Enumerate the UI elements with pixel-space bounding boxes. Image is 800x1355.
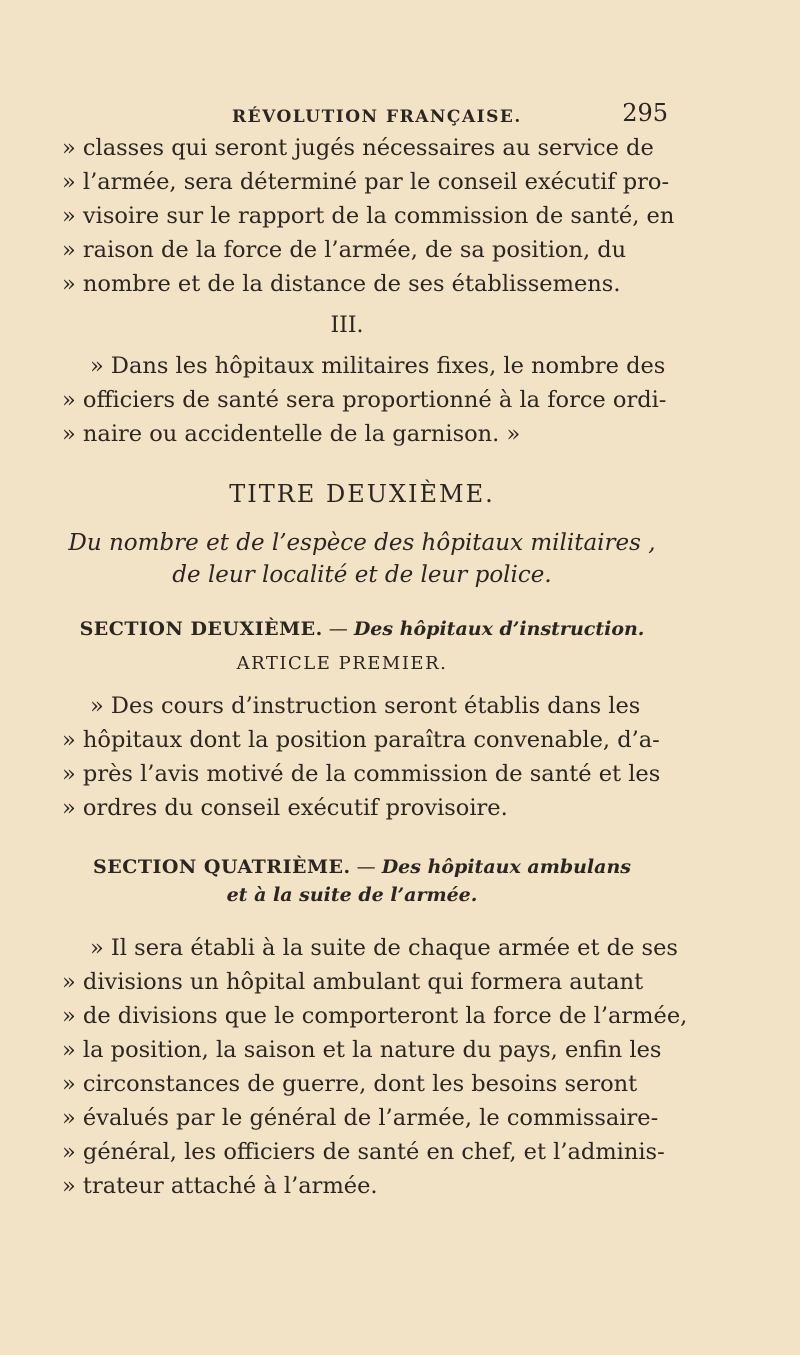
text-line: » ordres du conseil exécutif provisoire. <box>62 795 508 821</box>
paragraph-ambulans <box>62 931 688 1203</box>
text-line: » l’armée, sera déterminé par le conseil exécutif pro- <box>62 169 670 195</box>
section-quatre-heading <box>62 853 662 881</box>
book-page <box>62 95 688 1203</box>
section-quatre-description: Des hôpitaux ambulans <box>381 856 631 878</box>
subtitle-line: de leur localité et de leur police. <box>172 562 552 588</box>
section-quatre-label: SECTION QUATRIÈME. <box>93 856 351 878</box>
text-line: » Il sera établi à la suite de chaque armée et de ses <box>90 935 678 961</box>
text-line: » près l’avis motivé de la commission de santé et les <box>62 761 661 787</box>
section-deux-dash: — <box>322 618 354 640</box>
paragraph-hopitaux-fixes <box>62 349 667 451</box>
text-line: » officiers de santé sera proportionné à la force ordi- <box>62 387 667 413</box>
text-line: » naire ou accidentelle de la garnison. » <box>62 421 521 447</box>
paragraph-instruction <box>62 689 662 825</box>
text-line: » circonstances de guerre, dont les besoins seront <box>62 1071 638 1097</box>
titre-subtitle <box>62 527 662 591</box>
text-line: » classes qui seront jugés nécessaires au service de <box>62 135 654 161</box>
text-line: » raison de la force de l’armée, de sa position, du <box>62 237 627 263</box>
text-line: » Dans les hôpitaux militaires fixes, le nombre des <box>90 353 666 379</box>
text-line: » trateur attaché à l’armée. <box>62 1173 378 1199</box>
text-line: » hôpitaux dont la position paraîtra convenable, d’a- <box>62 727 660 753</box>
text-line: » la position, la saison et la nature du pays, enfin les <box>62 1037 662 1063</box>
titre-heading: TITRE DEUXIÈME. <box>229 480 495 508</box>
section-deux-heading <box>62 615 662 643</box>
running-title: RÉVOLUTION FRANÇAISE. <box>232 107 522 127</box>
text-line: » de divisions que le comporteront la force de l’armée, <box>62 1003 688 1029</box>
text-line: » Des cours d’instruction seront établis dans les <box>90 693 641 719</box>
page-number: 295 <box>622 99 668 127</box>
text-line: » nombre et de la distance de ses établissemens. <box>62 271 621 297</box>
section-quatre-description-line2: et à la suite de l’armée. <box>226 884 478 906</box>
subtitle-line: Du nombre et de l’espèce des hôpitaux militaires , <box>68 530 656 556</box>
article-heading: ARTICLE PREMIER. <box>236 653 448 674</box>
section-deux-label: SECTION DEUXIÈME. <box>79 618 323 640</box>
text-line: » évalués par le général de l’armée, le commissaire- <box>62 1105 659 1131</box>
running-head <box>62 95 668 131</box>
text-line: » visoire sur le rapport de la commission de santé, en <box>62 203 675 229</box>
text-line: » divisions un hôpital ambulant qui formera autant <box>62 969 644 995</box>
section-deux-description: Des hôpitaux d’instruction. <box>353 618 645 640</box>
section-quatre-dash: — <box>350 856 382 878</box>
text-line: » général, les officiers de santé en chef, et l’adminis- <box>62 1139 665 1165</box>
section-number: III. <box>330 313 364 338</box>
paragraph-continuation <box>62 131 675 301</box>
